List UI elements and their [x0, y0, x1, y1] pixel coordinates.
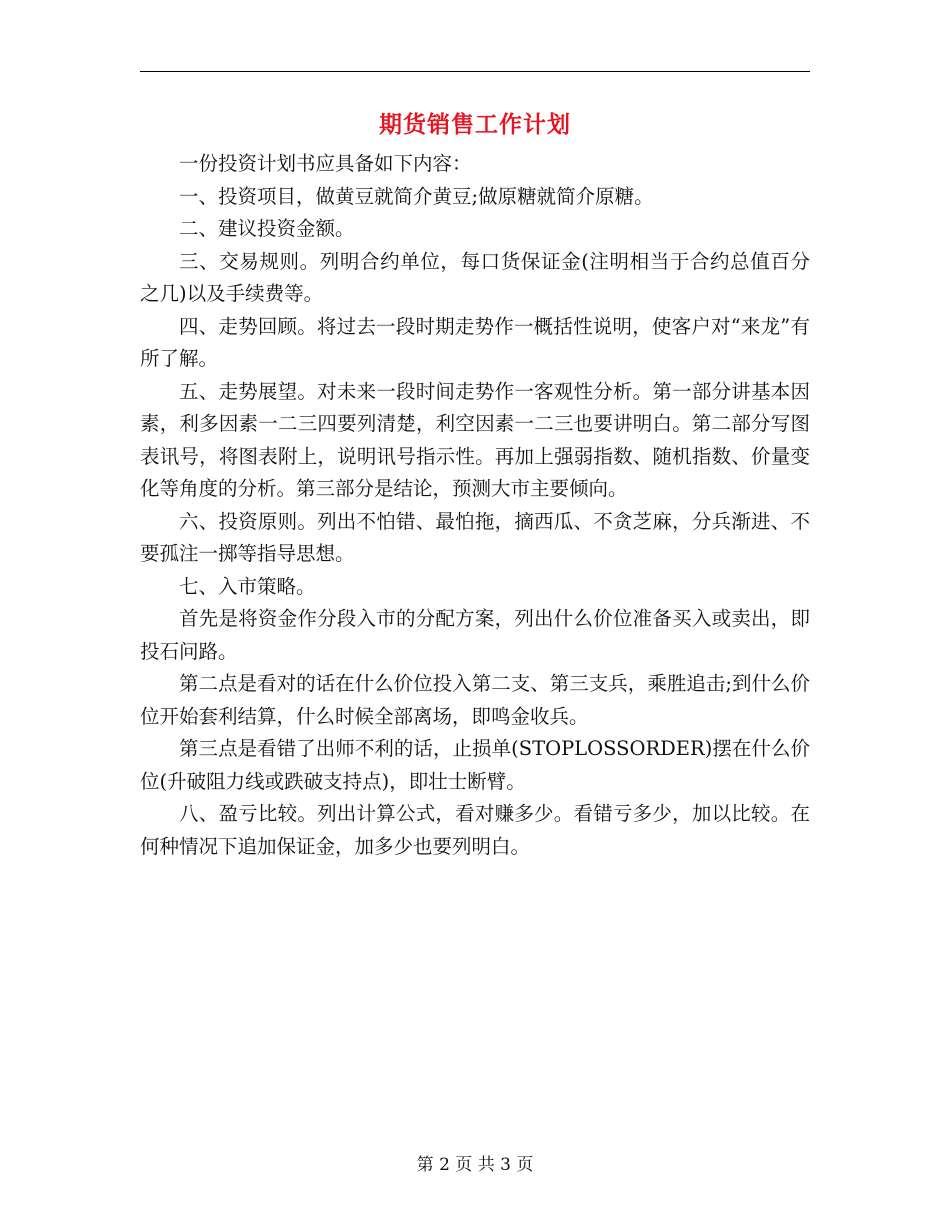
paragraph-investment-principles: 六、投资原则。列出不怕错、最怕拖，摘西瓜、不贪芝麻，分兵渐进、不要孤注一掷等指导思想。	[140, 509, 810, 565]
paragraph-strategy-first: 首先是将资金作分段入市的分配方案，列出什么价位准备买入或卖出，即投石问路。	[140, 607, 810, 663]
paragraph-strategy-third: 第三点是看错了出师不利的话，止损单(STOPLOSSORDER)摆在什么价位(升破阻力线或跌破支持点)，即壮士断臂。	[140, 737, 810, 793]
document-body	[140, 148, 810, 863]
paragraph-investment-amount: 二、建议投资金额。	[179, 217, 355, 240]
document-title: 期货销售工作计划	[379, 112, 571, 138]
paragraph-trading-rules: 三、交易规则。列明合约单位，每口货保证金(注明相当于合约总值百分之几)以及手续费等。	[140, 249, 810, 305]
paragraph-investment-project: 一、投资项目，做黄豆就简介黄豆;做原糖就简介原糖。	[179, 184, 654, 208]
page-number: 第 2 页 共 3 页	[416, 1155, 534, 1175]
paragraph-intro: 一份投资计划书应具备如下内容：	[179, 152, 472, 175]
paragraph-profit-loss-comparison: 八、盈亏比较。列出计算公式，看对赚多少。看错亏多少，加以比较。在何种情况下追加保证金，加多少也要列明白。	[140, 802, 810, 858]
paragraph-strategy-second: 第二点是看对的话在什么价位投入第二支、第三支兵，乘胜追击;到什么价位开始套利结算，什么时候全部离场，即鸣金收兵。	[140, 672, 810, 728]
paragraph-trend-outlook: 五、走势展望。对未来一段时间走势作一客观性分析。第一部分讲基本因素，利多因素一二三四要列清楚，利空因素一二三也要讲明白。第二部分写图表讯号，将图表附上，说明讯号指示性。再加上强弱指数、随机指数、价量变化等角度的分析。第三部分是结论，预测大市主要倾向。	[140, 379, 810, 500]
paragraph-trend-review: 四、走势回顾。将过去一段时期走势作一概括性说明，使客户对“来龙”有所了解。	[140, 314, 810, 370]
paragraph-entry-strategy: 七、入市策略。	[179, 574, 316, 598]
header-rule	[140, 71, 810, 72]
